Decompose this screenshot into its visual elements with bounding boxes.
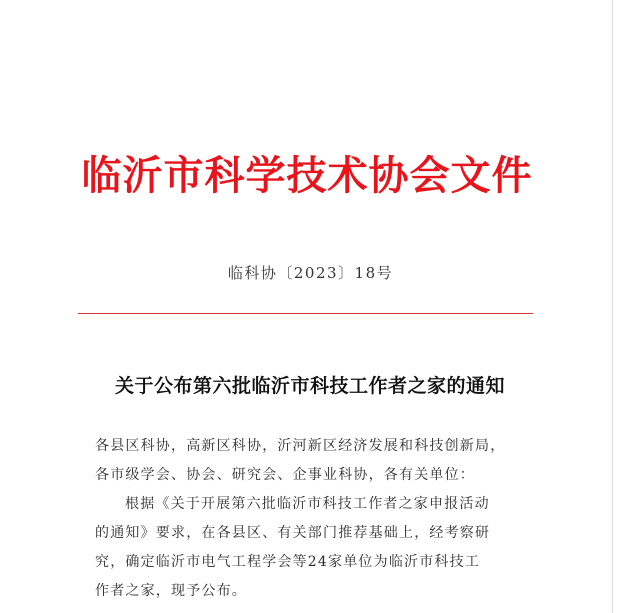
body-line: 究，确定临沂市电气工程学会等24家单位为临沂市科技工	[95, 554, 481, 570]
body-line: 根据《关于开展第六批临沂市科技工作者之家申报活动	[125, 496, 490, 512]
body-line: 各县区科协，高新区科协，沂河新区经济发展和科技创新局，	[95, 438, 506, 454]
page-edge	[612, 0, 613, 613]
notice-title: 关于公布第六批临沂市科技工作者之家的通知	[114, 375, 505, 397]
body-line: 各市级学会、协会、研究会、企事业科协，各有关单位：	[95, 467, 475, 483]
document-header-title: 临沂市科学技术协会文件	[81, 153, 533, 199]
notice-body	[95, 434, 535, 608]
document-number: 临科协〔2023〕18号	[227, 264, 394, 282]
body-line: 作者之家，现予公布。	[95, 583, 247, 599]
body-line: 的通知》要求，在各县区、有关部门推荐基础上，经考察研	[95, 525, 491, 541]
header-divider	[78, 313, 533, 314]
